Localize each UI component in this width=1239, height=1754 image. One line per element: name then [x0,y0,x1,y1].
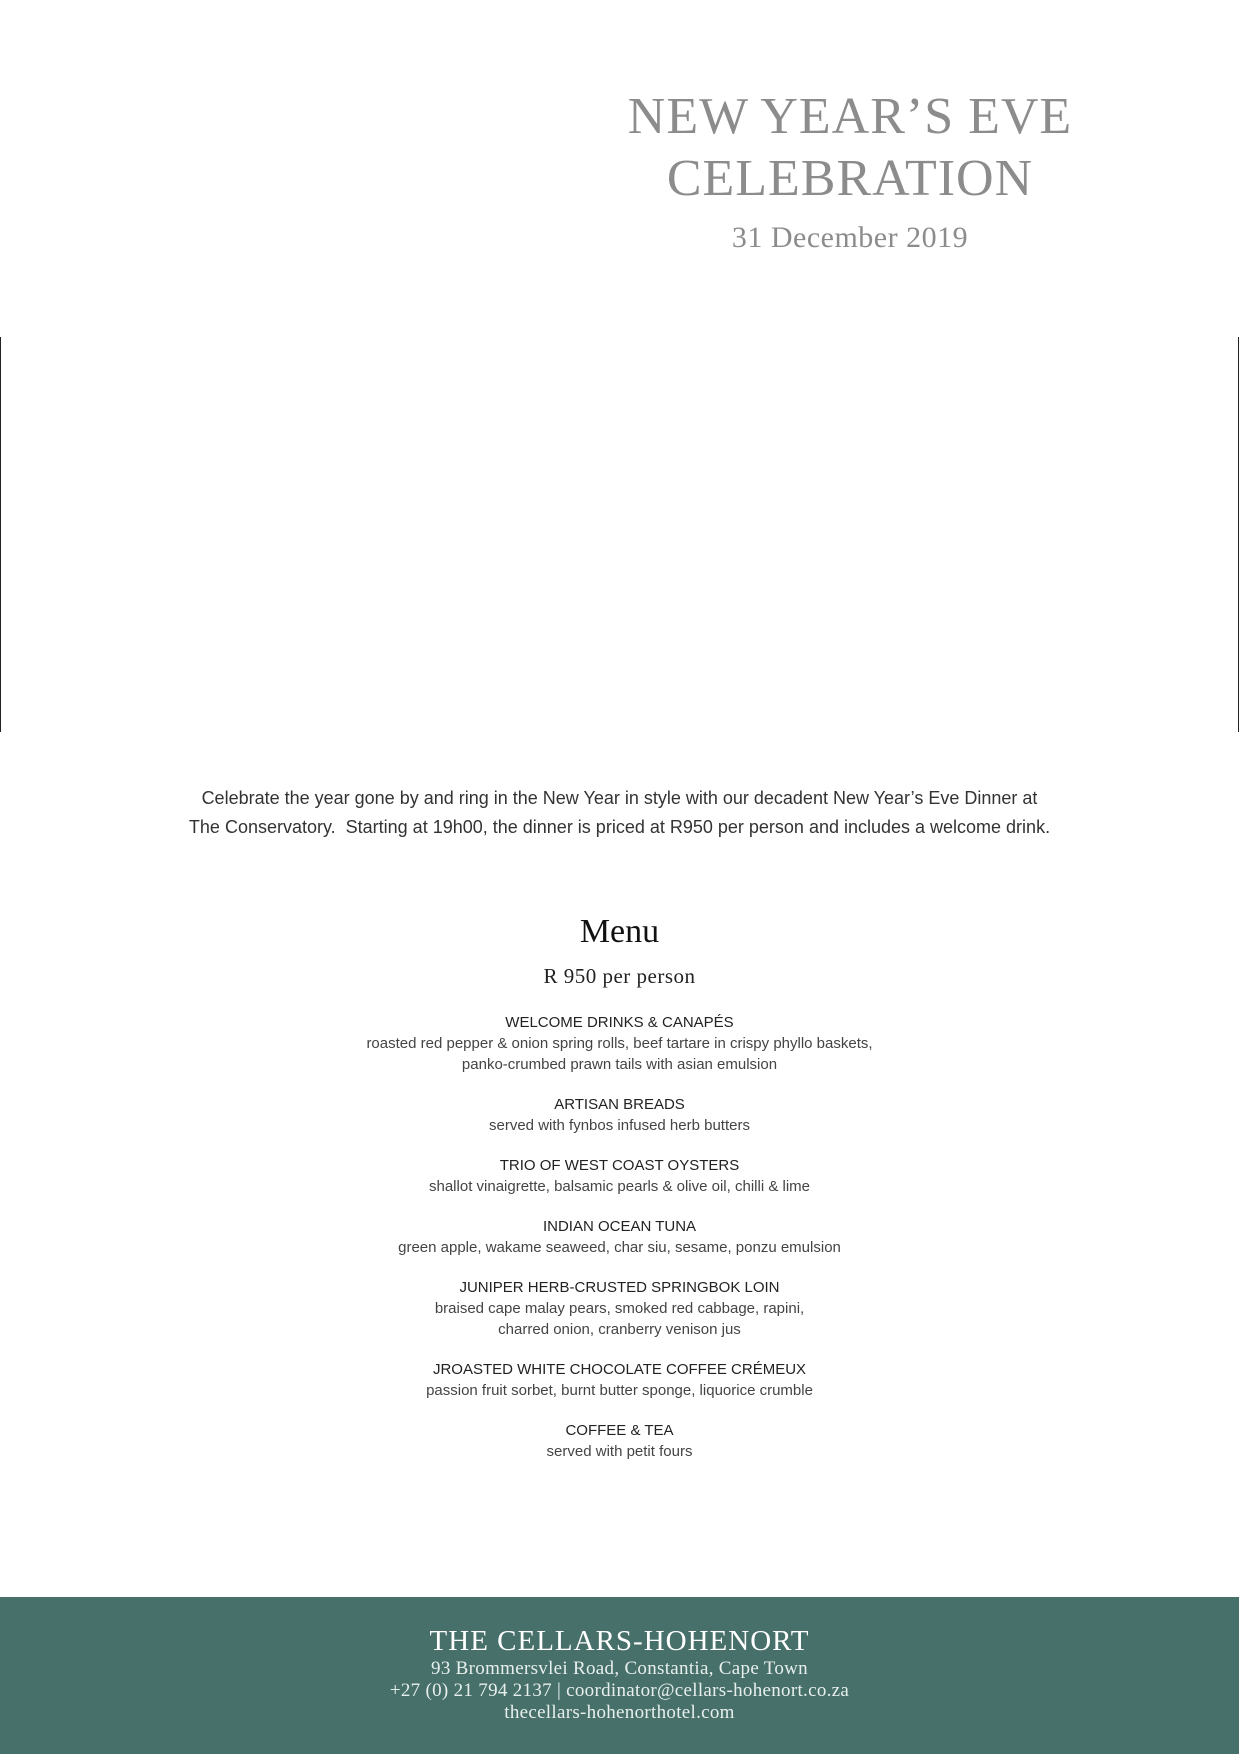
left-margin-rule [0,337,1,732]
course-description: shallot vinaigrette, balsamic pearls & olive oil, chilli & lime [429,1178,810,1195]
course-name: JUNIPER HERB-CRUSTED SPRINGBOK LOIN [459,1279,780,1296]
course-item [220,1277,1019,1340]
hotel-website[interactable]: thecellars-hohenorthotel.com [504,1702,735,1723]
course-item [220,1420,1019,1462]
course-description: served with fynbos infused herb butters [489,1117,750,1134]
course-item [220,1359,1019,1401]
course-item [220,1216,1019,1258]
intro-paragraph [140,784,1099,842]
course-description: passion fruit sorbet, burnt butter sponge, liquorice crumble [426,1382,813,1399]
course-name: WELCOME DRINKS & CANAPÉS [505,1014,734,1031]
course-description: served with petit fours [546,1443,693,1460]
course-description: roasted red pepper & onion spring rolls, beef tartare in crispy phyllo baskets, panko-crumbed prawn tails with asian emulsion [366,1035,873,1073]
course-description: green apple, wakame seaweed, char siu, sesame, ponzu emulsion [398,1239,841,1256]
course-name: JROASTED WHITE CHOCOLATE COFFEE CRÉMEUX [432,1361,807,1378]
course-item [220,1094,1019,1136]
course-name: TRIO OF WEST COAST OYSTERS [499,1157,740,1174]
course-name: ARTISAN BREADS [554,1096,685,1113]
course-description: braised cape malay pears, smoked red cabbage, rapini, charred onion, cranberry venison jus [434,1300,805,1338]
event-date: 31 December 2019 [731,221,969,254]
hotel-contact[interactable]: +27 (0) 21 794 2137 | coordinator@cellars-hohenort.co.za [389,1680,850,1701]
course-name: INDIAN OCEAN TUNA [542,1218,697,1235]
event-title-line-2: CELEBRATION [666,150,1034,207]
course-name: COFFEE & TEA [565,1422,674,1439]
menu-title: Menu [579,913,660,950]
course-item [220,1155,1019,1197]
event-title-block [560,86,1140,258]
hotel-footer [0,1597,1239,1754]
event-title-line-1: NEW YEAR’S EVE [627,88,1073,145]
intro-line-1: Celebrate the year gone by and ring in the New Year in style with our decadent New Year’s Eve Dinner at [201,788,1038,808]
menu-price: R 950 per person [543,964,696,988]
menu-section [220,910,1019,1481]
course-item [220,1012,1019,1075]
intro-line-2: The Conservatory. Starting at 19h00, the dinner is priced at R950 per person and includes a welcome drink. [188,817,1051,837]
hotel-name: THE CELLARS-HOHENORT [429,1625,810,1657]
hotel-address: 93 Brommersvlei Road, Constantia, Cape Town [431,1658,808,1679]
